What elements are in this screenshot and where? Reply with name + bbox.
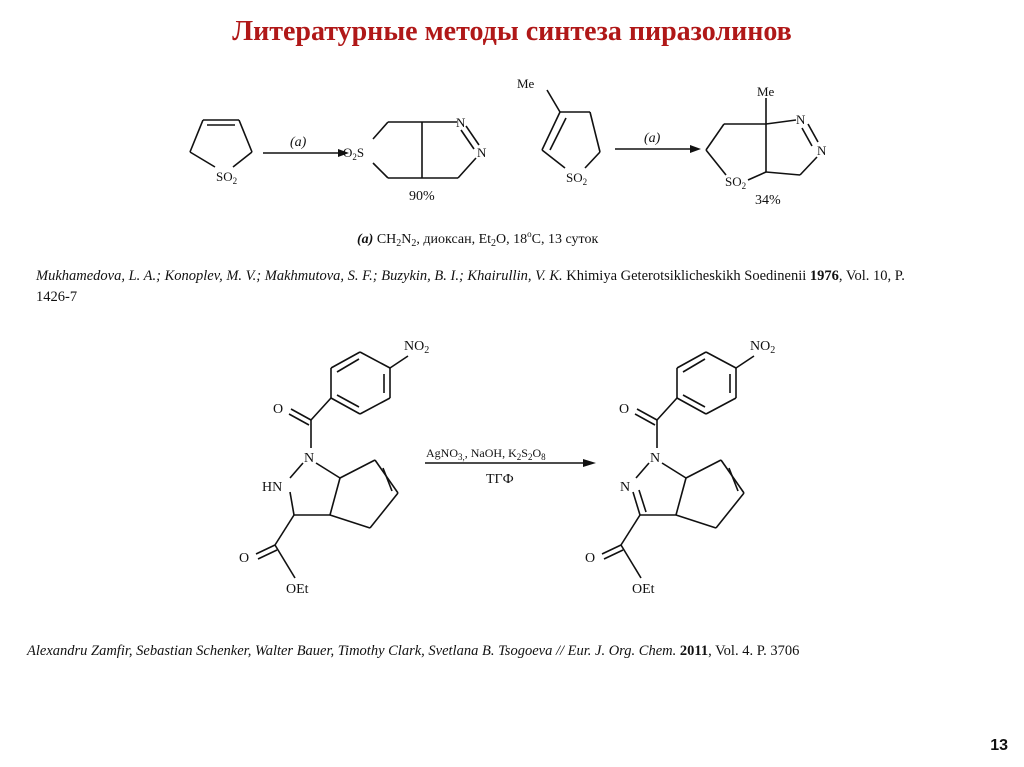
o-label-left-1: O	[273, 402, 284, 417]
reagents-label: AgNO$_{3,}$, NaOH, $K_2S_2O_8$	[426, 446, 546, 462]
n-label-2: N	[477, 145, 487, 160]
solvent-label: ТГФ	[486, 472, 514, 487]
ref1-journal: Khimiya Geterotsiklicheskikh Soedinenii	[562, 268, 810, 284]
page-number: 13	[990, 737, 1008, 754]
reference-2	[27, 641, 987, 662]
so2-label-2: $SO_2$	[566, 170, 588, 187]
n-label-left: N	[304, 451, 315, 466]
o2s-label: $O_2S$	[343, 145, 365, 162]
hn-label-left: HN	[262, 480, 283, 495]
reaction-conditions: (a) $CH_2N_2$, диоксан, $Et_2O$, 18$^o$C, 13 суток	[357, 229, 599, 249]
no2-label-right: $NO_2$	[750, 339, 776, 356]
ref1-details: , Vol. 10, P. 1426-7	[36, 268, 905, 305]
arrow-label-a-1: (a)	[290, 135, 307, 150]
me-label-2: Me	[757, 84, 775, 99]
n-label-3: N	[796, 112, 806, 127]
n-label-4: N	[817, 143, 827, 158]
o-label-right-2: O	[585, 551, 596, 566]
ref2-details: , Vol. 4. P. 3706	[708, 643, 800, 659]
reference-1	[36, 266, 916, 308]
slide-title: Литературные методы синтеза пиразолинов	[232, 16, 792, 47]
yield-90: 90%	[409, 189, 435, 204]
n-label-right-2: N	[620, 480, 631, 495]
yield-34: 34%	[755, 193, 781, 208]
so2-label-1: $SO_2$	[216, 169, 238, 186]
ref1-authors: Mukhamedova, L. A.; Konoplev, M. V.; Makhmutova, S. F.; Buzykin, B. I.; Khairullin, V. K.	[36, 268, 563, 284]
n-label-1: N	[456, 115, 466, 130]
arrow-label-a-2: (a)	[644, 131, 661, 146]
ref2-authors: Alexandru Zamfir, Sebastian Schenker, Walter Bauer, Timothy Clark, Svetlana B. Tsogoeva // Eur. J. Org. Chem.	[27, 643, 677, 659]
o-label-right-1: O	[619, 402, 630, 417]
oet-label-right: OEt	[632, 582, 655, 597]
no2-label-left: $NO_2$	[404, 339, 430, 356]
oet-label-left: OEt	[286, 582, 309, 597]
ref2-year: 2011	[679, 643, 709, 659]
o-label-left-2: O	[239, 551, 250, 566]
so2-label-3: $SO_2$	[725, 174, 747, 191]
reaction-scheme-2	[256, 352, 754, 578]
ref1-year: 1976	[809, 268, 839, 284]
me-label-1: Me	[517, 76, 535, 91]
n-label-right-1: N	[650, 451, 661, 466]
